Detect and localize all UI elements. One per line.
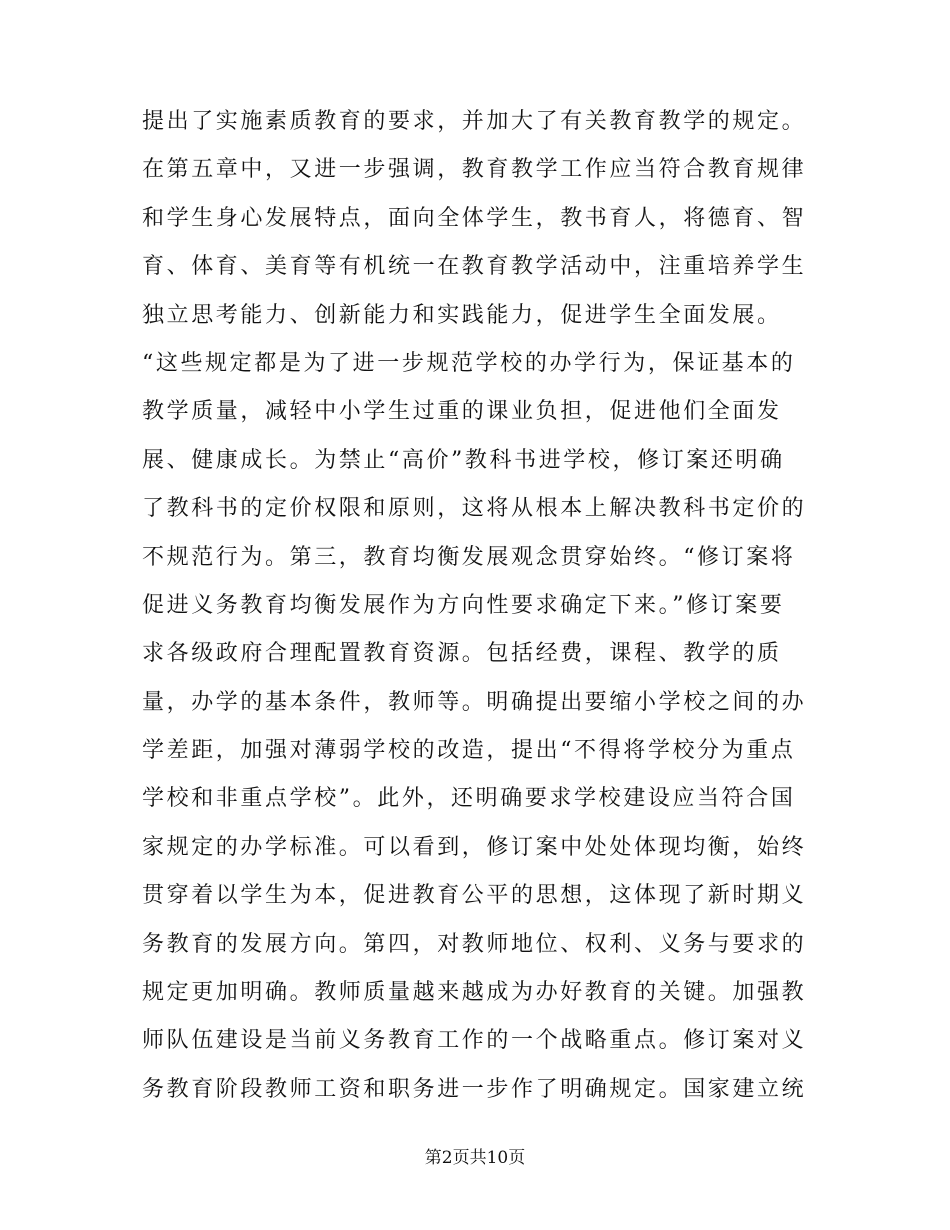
text-line: 不规范行为。第三，教育均衡发展观念贯穿始终。“修订案将 — [142, 544, 796, 570]
text-line: 量，办学的基本条件，教师等。明确提出要缩小学校之间的办 — [142, 689, 807, 715]
text-line: 提出了实施素质教育的要求，并加大了有关教育教学的规定。 — [142, 109, 807, 134]
text-line: 贯穿着以学生为本，促进教育公平的思想，这体现了新时期义 — [142, 883, 807, 909]
text-line: 教学质量，减轻中小学生过重的课业负担，促进他们全面发 — [142, 399, 782, 425]
text-line: 务教育阶段教师工资和职务进一步作了明确规定。国家建立统 — [142, 1076, 807, 1102]
body-text — [142, 98, 832, 1114]
text-line: 展、健康成长。为禁止“高价”教科书进学校，修订案还明确 — [142, 447, 785, 473]
text-line: 了教科书的定价权限和原则，这将从根本上解决教科书定价的 — [142, 496, 807, 522]
text-line: 规定更加明确。教师质量越来越成为办好教育的关键。加强教 — [142, 980, 807, 1006]
text-line: “这些规定都是为了进一步规范学校的办学行为，保证基本的 — [142, 350, 796, 376]
text-line: 和学生身心发展特点，面向全体学生，教书育人，将德育、智 — [142, 205, 807, 231]
text-line: 求各级政府合理配置教育资源。包括经费，课程、教学的质 — [142, 641, 782, 667]
text-line: 育、体育、美育等有机统一在教育教学活动中，注重培养学生 — [142, 254, 807, 280]
text-line: 独立思考能力、创新能力和实践能力，促进学生全面发展。 — [142, 302, 782, 328]
text-line: 务教育的发展方向。第四，对教师地位、权利、义务与要求的 — [142, 931, 807, 957]
text-line: 学差距，加强对薄弱学校的改造，提出“不得将学校分为重点 — [142, 738, 796, 764]
page-number-footer: 第2页共10页 — [424, 1148, 526, 1168]
text-line: 在第五章中，又进一步强调，教育教学工作应当符合教育规律 — [142, 157, 807, 183]
text-line: 学校和非重点学校”。此外，还明确要求学校建设应当符合国 — [142, 786, 796, 812]
text-line: 家规定的办学标准。可以看到，修订案中处处体现均衡，始终 — [142, 834, 807, 860]
text-line: 师队伍建设是当前义务教育工作的一个战略重点。修订案对义 — [142, 1028, 807, 1054]
text-line: 促进义务教育均衡发展作为方向性要求确定下来。”修订案要 — [142, 592, 785, 618]
